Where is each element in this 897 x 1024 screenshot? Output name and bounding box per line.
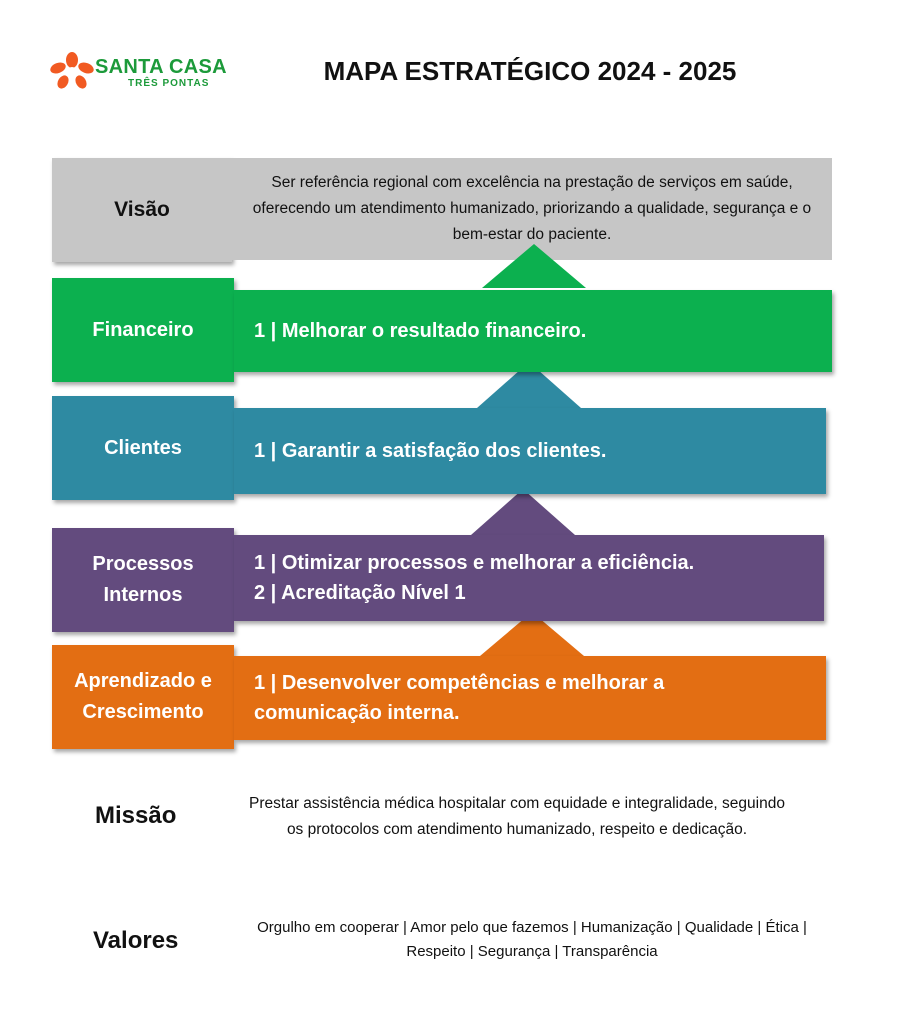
clientes-objective-1: 1 | Garantir a satisfação dos clientes. <box>254 440 607 462</box>
clientes-label-box <box>52 396 234 500</box>
processos-internos-objective-1: 1 | Otimizar processos e melhorar a eficiência. <box>254 552 695 574</box>
arrow-up-green <box>482 244 586 288</box>
financeiro-label-box <box>52 278 234 382</box>
aprendizado-crescimento-objective-1-line-1: 1 | Desenvolver competências e melhorar a <box>254 672 665 694</box>
vision-text: Ser referência regional com excelência na prestação de serviços em saúde, oferecendo um atendimento humanizado, priorizando a qualidade, segurança e o bem-estar do paciente. <box>252 174 812 243</box>
mission-label: Missão <box>95 802 177 829</box>
aprendizado-crescimento-label-box <box>52 645 234 749</box>
aprendizado-crescimento-label-line-2: Crescimento <box>82 701 204 723</box>
orange-flower-icon <box>50 52 94 90</box>
values-text <box>222 916 842 964</box>
clientes-label: Clientes <box>104 436 182 459</box>
aprendizado-crescimento-bar <box>234 656 826 740</box>
logo-name: SANTA CASA <box>95 56 227 78</box>
aprendizado-crescimento-label-line-1: Aprendizado e <box>74 670 212 692</box>
mission-text <box>222 791 812 843</box>
page-title: MAPA ESTRATÉGICO 2024 - 2025 <box>323 56 737 86</box>
arrow-up-purple <box>471 489 575 535</box>
vision-label: Visão <box>114 198 170 221</box>
vision-label-box <box>52 158 232 262</box>
financeiro-label: Financeiro <box>92 318 194 341</box>
clientes-bar <box>234 408 826 494</box>
logo <box>50 52 227 92</box>
financeiro-bar <box>234 290 832 372</box>
aprendizado-crescimento-objective-1-line-2: comunicação interna. <box>254 702 460 724</box>
processos-internos-label-box <box>52 528 234 632</box>
values-label: Valores <box>93 927 179 954</box>
mission-text-line-2: os protocolos com atendimento humanizado, respeito e dedicação. <box>286 821 748 838</box>
processos-internos-label-line-2: Internos <box>103 584 183 606</box>
values-text-line-2: Respeito | Segurança | Transparência <box>406 943 658 960</box>
financeiro-objective-1: 1 | Melhorar o resultado financeiro. <box>254 320 587 342</box>
mission-text-line-1: Prestar assistência médica hospitalar com equidade e integralidade, seguindo <box>249 795 785 812</box>
processos-internos-bar <box>234 535 824 621</box>
values-text-line-1: Orgulho em cooperar | Amor pelo que fazemos | Humanização | Qualidade | Ética | <box>257 919 807 936</box>
processos-internos-label-line-1: Processos <box>92 553 194 575</box>
logo-subtitle: TRÊS PONTAS <box>128 78 210 89</box>
processos-internos-objective-2: 2 | Acreditação Nível 1 <box>254 582 466 604</box>
